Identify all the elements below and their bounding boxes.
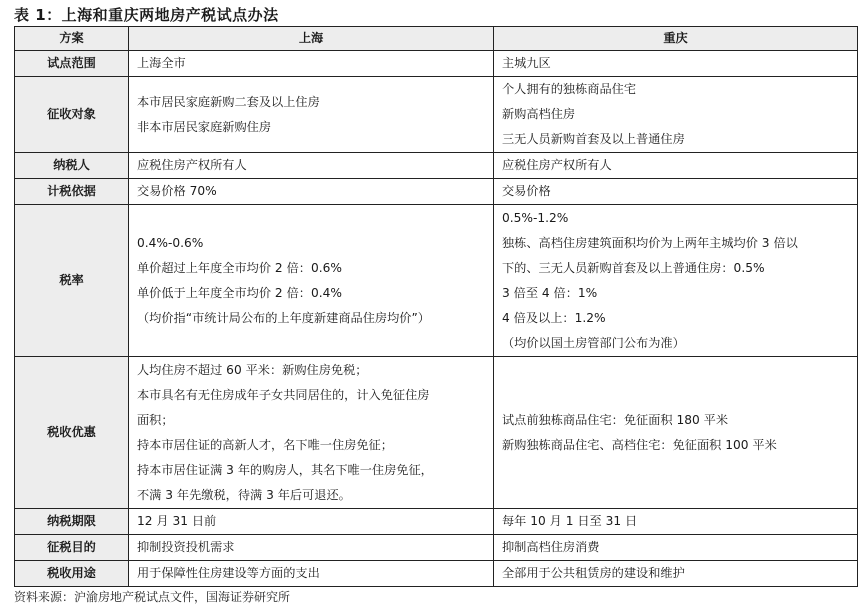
shanghai-line: 本市具名有无住房成年子女共同居住的，计入免征住房 <box>137 387 430 402</box>
shanghai-cell <box>129 535 494 561</box>
chongqing-line: （均价以国土房管部门公布为准） <box>502 335 685 350</box>
chongqing-line: 交易价格 <box>502 184 551 198</box>
chongqing-cell <box>494 535 858 561</box>
chongqing-cell <box>494 153 858 179</box>
chongqing-line: 0.5%-1.2% <box>502 210 569 225</box>
row-tax-usage <box>15 561 858 587</box>
shanghai-line: 上海全市 <box>137 56 186 70</box>
shanghai-cell <box>129 205 494 357</box>
chongqing-line: 新购独栋商品住宅、高档住宅：免征面积 100 平米 <box>502 437 777 452</box>
header-chongqing: 重庆 <box>494 27 858 51</box>
header-shanghai: 上海 <box>129 27 494 51</box>
chongqing-line: 抑制高档住房消费 <box>502 540 600 554</box>
row-label: 税收优惠 <box>15 357 129 509</box>
shanghai-line: 本市居民家庭新购二套及以上住房 <box>137 94 320 109</box>
row-tax-rate <box>15 205 858 357</box>
shanghai-line: 0.4%-0.6% <box>137 235 204 250</box>
table-title: 表 1：上海和重庆两地房产税试点办法 <box>14 6 279 24</box>
row-label: 征税目的 <box>15 535 129 561</box>
chongqing-line: 个人拥有的独栋商品住宅 <box>502 82 637 96</box>
row-label: 纳税期限 <box>15 509 129 535</box>
chongqing-line: 独栋、高档住房建筑面积均价为上两年主城均价 3 倍以 <box>502 235 798 250</box>
shanghai-line: 交易价格 70% <box>137 184 217 198</box>
chongqing-cell <box>494 77 858 153</box>
chongqing-line: 下的、三无人员新购首套及以上普通住房：0.5% <box>502 260 765 275</box>
shanghai-line: 应税住房产权所有人 <box>137 158 247 172</box>
shanghai-line: 用于保障性住房建设等方面的支出 <box>137 566 320 580</box>
shanghai-line: 人均住房不超过 60 平米：新购住房免税； <box>137 362 368 377</box>
row-pilot-scope <box>15 51 858 77</box>
shanghai-line: 面积； <box>137 412 174 427</box>
row-label: 征收对象 <box>15 77 129 153</box>
policy-comparison-table <box>14 26 858 587</box>
chongqing-line: 三无人员新购首套及以上普通住房 <box>502 132 685 146</box>
row-label: 试点范围 <box>15 51 129 77</box>
row-tax-period <box>15 509 858 535</box>
shanghai-cell <box>129 509 494 535</box>
shanghai-cell <box>129 561 494 587</box>
row-label: 计税依据 <box>15 179 129 205</box>
chongqing-line: 每年 10 月 1 日至 31 日 <box>502 514 638 528</box>
shanghai-line: 单价超过上年度全市均价 2 倍：0.6% <box>137 260 342 275</box>
chongqing-cell <box>494 357 858 509</box>
shanghai-line: （均价指“市统计局公布的上年度新建商品住房均价”） <box>137 310 430 325</box>
chongqing-line: 3 倍至 4 倍：1% <box>502 285 598 300</box>
chongqing-line: 主城九区 <box>502 56 551 70</box>
chongqing-cell <box>494 509 858 535</box>
chongqing-cell <box>494 51 858 77</box>
shanghai-cell <box>129 179 494 205</box>
shanghai-line: 不满 3 年先缴税，待满 3 年后可退还。 <box>137 487 351 502</box>
shanghai-cell <box>129 357 494 509</box>
row-label: 纳税人 <box>15 153 129 179</box>
chongqing-cell <box>494 205 858 357</box>
chongqing-line: 试点前独栋商品住宅：免征面积 180 平米 <box>502 412 729 427</box>
shanghai-line: 持本市居住证的高新人才，名下唯一住房免征； <box>137 437 393 452</box>
source-note: 资料来源：沪渝房地产税试点文件，国海证券研究所 <box>14 590 291 604</box>
shanghai-line: 12 月 31 日前 <box>137 514 217 528</box>
shanghai-cell <box>129 77 494 153</box>
shanghai-cell <box>129 51 494 77</box>
chongqing-line: 4 倍及以上：1.2% <box>502 310 606 325</box>
row-tax-object <box>15 77 858 153</box>
row-label: 税率 <box>15 205 129 357</box>
chongqing-line: 应税住房产权所有人 <box>502 158 612 172</box>
shanghai-line: 持本市居住证满 3 年的购房人，其名下唯一住房免征， <box>137 462 433 477</box>
shanghai-line: 抑制投资投机需求 <box>137 540 235 554</box>
row-tax-basis <box>15 179 858 205</box>
row-tax-preference <box>15 357 858 509</box>
shanghai-cell <box>129 153 494 179</box>
header-scheme: 方案 <box>15 27 129 51</box>
chongqing-cell <box>494 179 858 205</box>
row-label: 税收用途 <box>15 561 129 587</box>
shanghai-line: 单价低于上年度全市均价 2 倍：0.4% <box>137 285 342 300</box>
chongqing-cell <box>494 561 858 587</box>
row-taxpayer <box>15 153 858 179</box>
table-header-row <box>15 27 858 51</box>
chongqing-line: 新购高档住房 <box>502 107 576 121</box>
chongqing-line: 全部用于公共租赁房的建设和维护 <box>502 566 685 580</box>
row-tax-purpose <box>15 535 858 561</box>
shanghai-line: 非本市居民家庭新购住房 <box>137 119 272 134</box>
